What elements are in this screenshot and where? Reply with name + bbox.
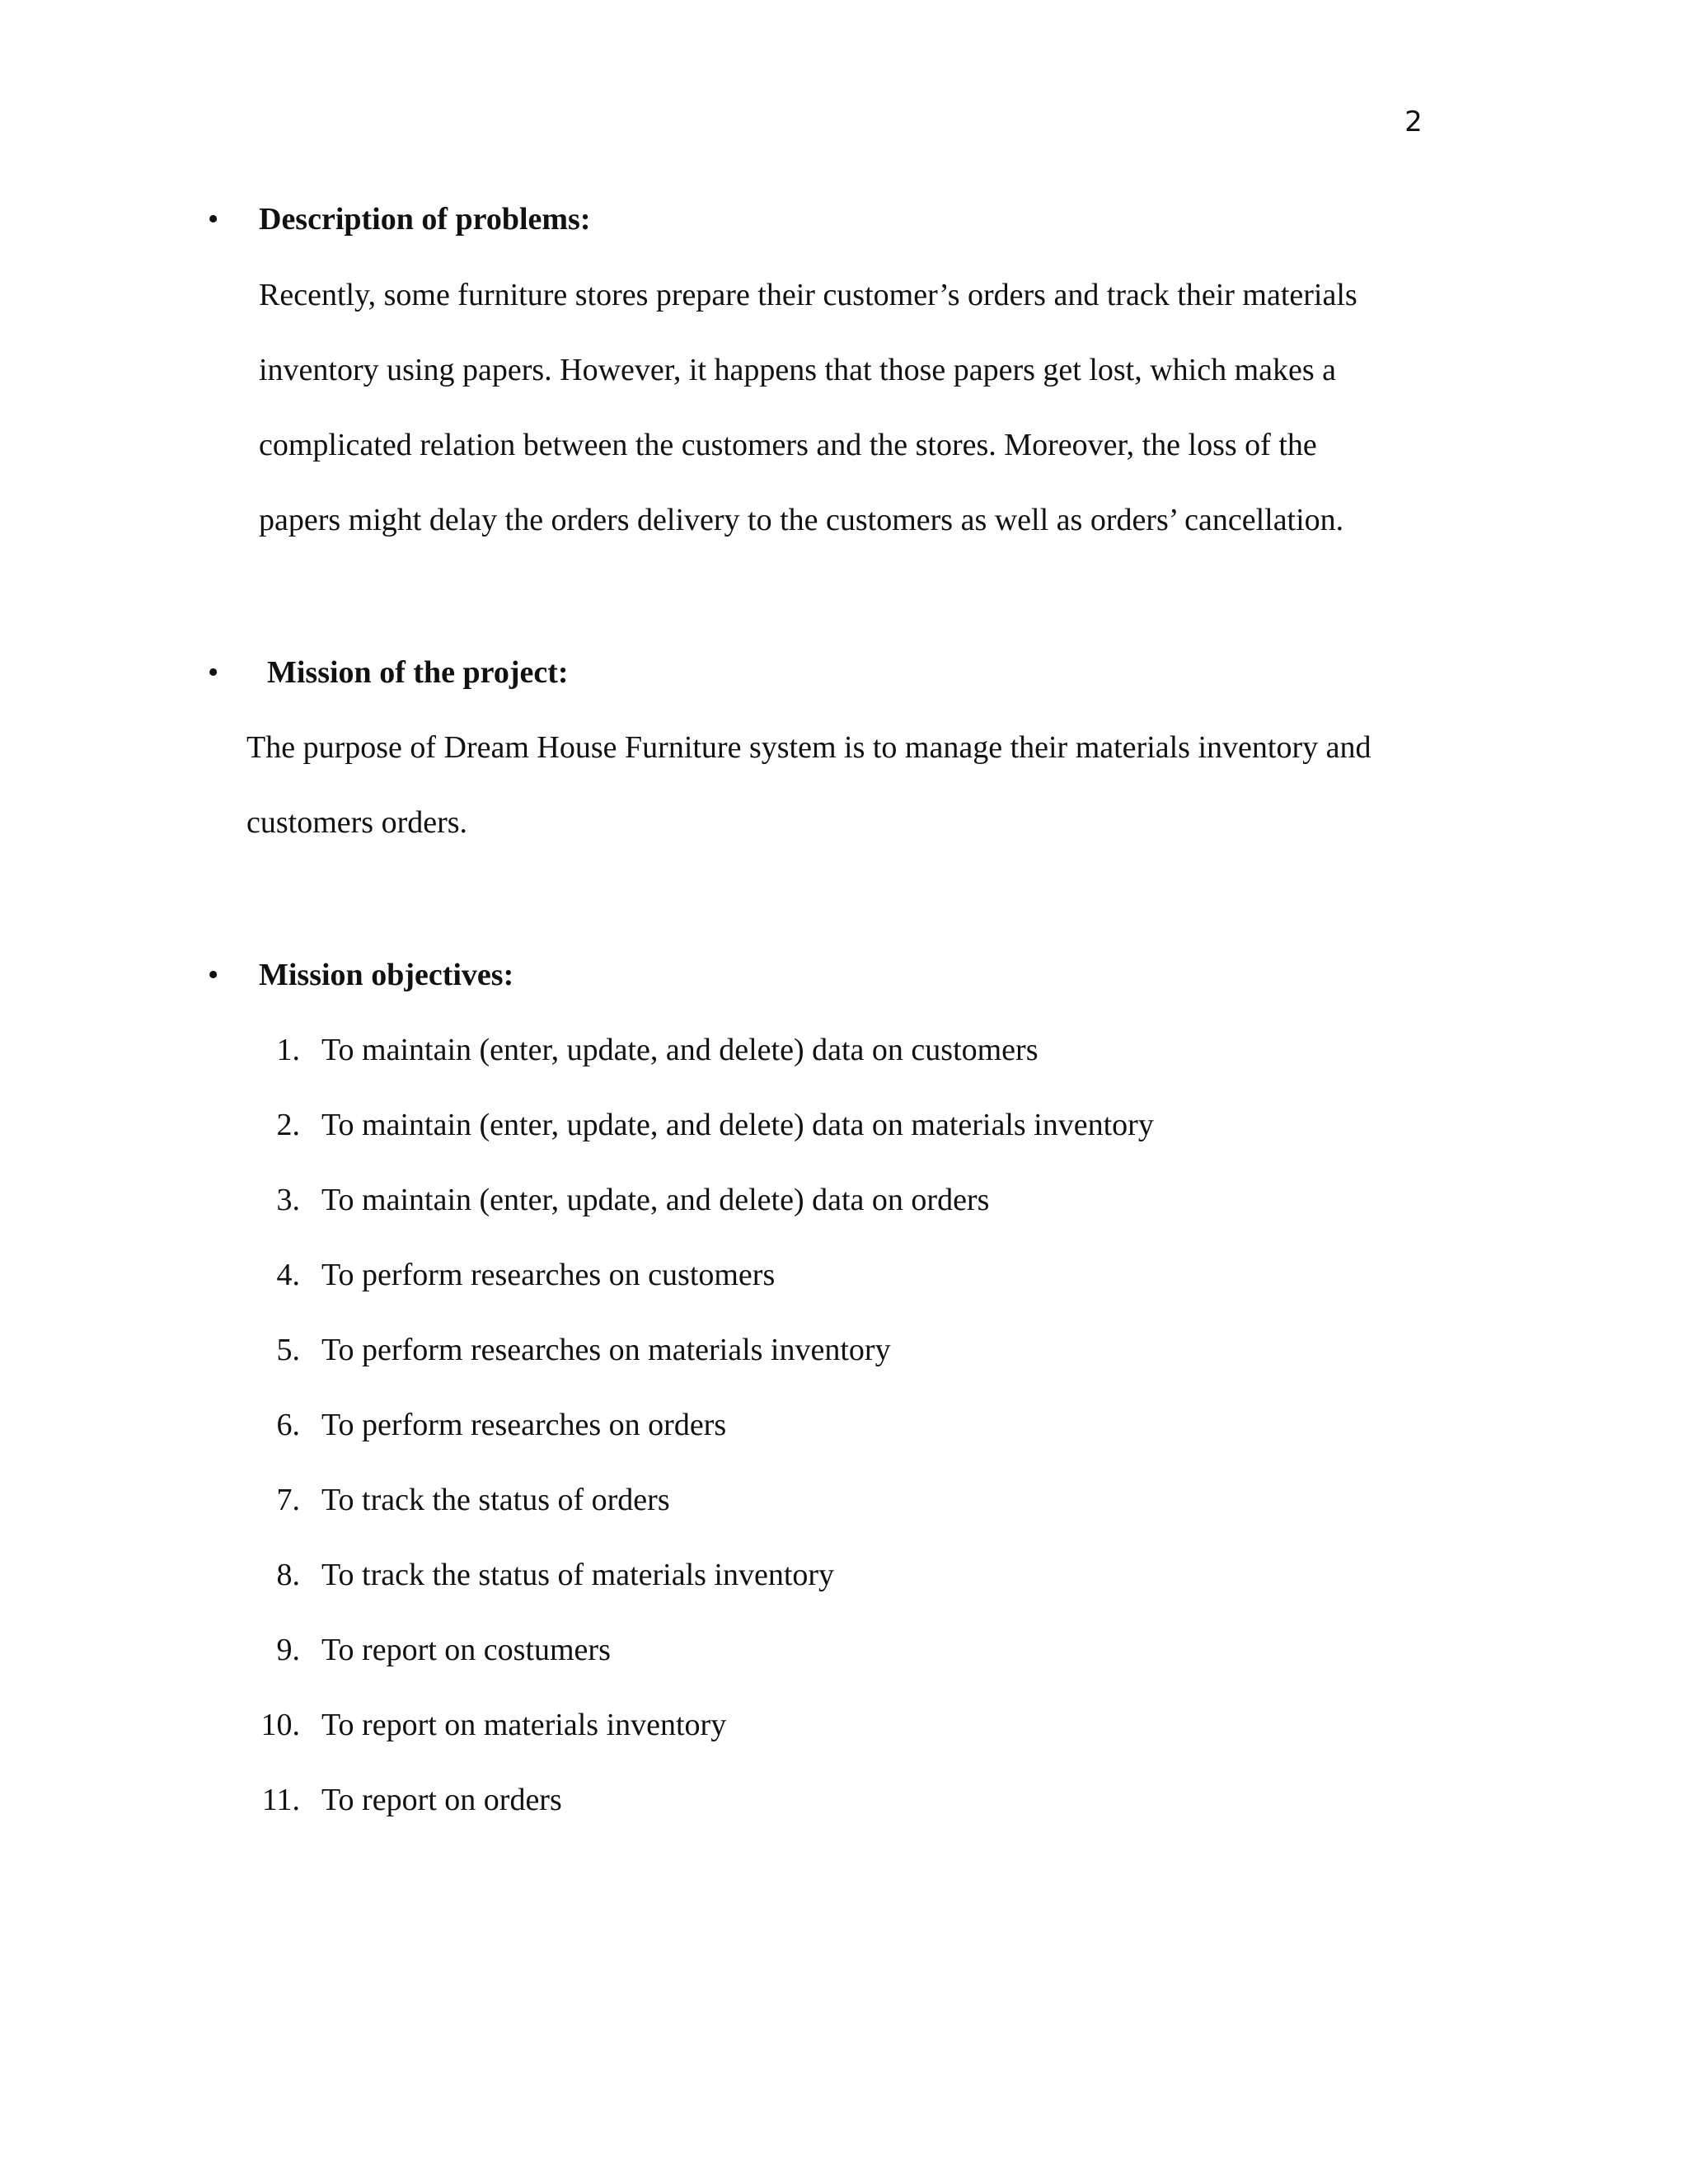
list-item: To maintain (enter, update, and delete) data on orders <box>321 1183 990 1217</box>
list-item-number: 9. <box>276 1633 300 1667</box>
list-item: To perform researches on customers <box>321 1258 776 1292</box>
page-number: 2 <box>1404 105 1423 138</box>
heading-description-of-problems: Description of problems: <box>259 202 591 237</box>
bullet-icon: • <box>208 655 219 690</box>
list-item-number: 1. <box>276 1033 300 1067</box>
list-item-number: 3. <box>276 1183 300 1217</box>
list-item: To track the status of orders <box>321 1483 670 1517</box>
list-item-number: 5. <box>276 1333 300 1367</box>
heading-mission-of-the-project: Mission of the project: <box>267 655 569 690</box>
bullet-icon: • <box>208 202 219 237</box>
list-item: To track the status of materials inventory <box>321 1558 835 1592</box>
list-item-number: 4. <box>276 1258 300 1292</box>
list-item: To report on costumers <box>321 1633 611 1667</box>
list-item: To maintain (enter, update, and delete) data on customers <box>321 1033 1039 1067</box>
list-item-number: 11. <box>261 1783 300 1817</box>
paragraph-line: papers might delay the orders delivery to the customers as well as orders’ cancellation. <box>259 503 1344 537</box>
list-item: To report on orders <box>321 1783 562 1817</box>
list-item: To report on materials inventory <box>321 1708 727 1742</box>
paragraph-line: The purpose of Dream House Furniture system is to manage their materials inventory and <box>246 730 1372 765</box>
list-item-number: 6. <box>276 1408 300 1442</box>
bullet-icon: • <box>208 958 219 992</box>
paragraph-line: inventory using papers. However, it happens that those papers get lost, which makes a <box>259 353 1337 387</box>
paragraph-line: Recently, some furniture stores prepare their customer’s orders and track their materials <box>259 278 1357 312</box>
list-item-number: 8. <box>276 1558 300 1592</box>
paragraph-line: complicated relation between the customers and the stores. Moreover, the loss of the <box>259 428 1317 462</box>
list-item-number: 2. <box>276 1108 300 1142</box>
list-item: To perform researches on orders <box>321 1408 727 1442</box>
list-item: To perform researches on materials inventory <box>321 1333 891 1367</box>
list-item: To maintain (enter, update, and delete) data on materials inventory <box>321 1108 1154 1142</box>
heading-mission-objectives: Mission objectives: <box>259 958 514 992</box>
list-item-number: 7. <box>276 1483 300 1517</box>
paragraph-line: customers orders. <box>246 805 468 840</box>
list-item-number: 10. <box>260 1708 300 1742</box>
